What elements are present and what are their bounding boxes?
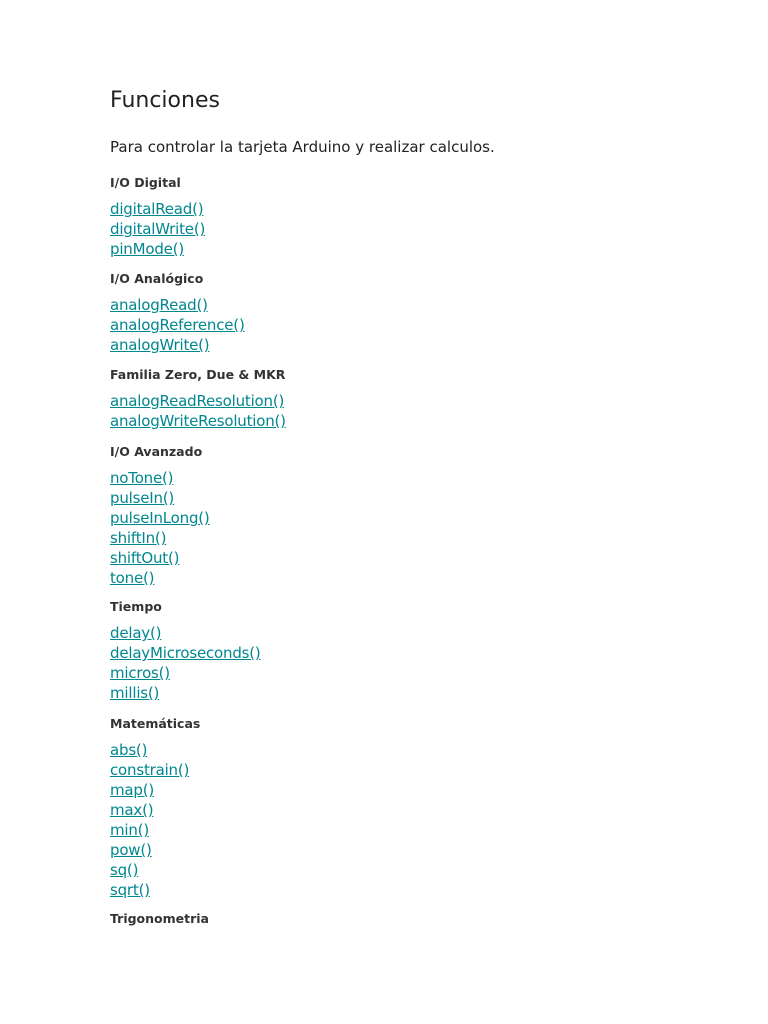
link-pulsein[interactable]: pulseIn() bbox=[110, 489, 175, 507]
link-shiftin[interactable]: shiftIn() bbox=[110, 529, 167, 547]
function-list bbox=[110, 199, 205, 259]
link-micros[interactable]: micros() bbox=[110, 664, 170, 682]
function-list bbox=[110, 391, 286, 431]
link-shiftout[interactable]: shiftOut() bbox=[110, 549, 180, 567]
link-abs[interactable]: abs() bbox=[110, 741, 148, 759]
section-heading: I/O Avanzado bbox=[110, 444, 203, 459]
link-pinmode[interactable]: pinMode() bbox=[110, 240, 184, 258]
section-heading: Matemáticas bbox=[110, 716, 201, 731]
link-pow[interactable]: pow() bbox=[110, 841, 152, 859]
section-matematicas bbox=[110, 716, 200, 900]
link-digitalwrite[interactable]: digitalWrite() bbox=[110, 220, 206, 238]
link-map[interactable]: map() bbox=[110, 781, 155, 799]
section-heading: I/O Digital bbox=[110, 175, 181, 190]
section-tiempo bbox=[110, 599, 261, 703]
link-pulseinlong[interactable]: pulseInLong() bbox=[110, 509, 210, 527]
link-sq[interactable]: sq() bbox=[110, 861, 139, 879]
intro-text: Para controlar la tarjeta Arduino y realizar calculos. bbox=[110, 138, 495, 156]
section-trigonometria bbox=[110, 911, 209, 927]
link-analogwrite[interactable]: analogWrite() bbox=[110, 336, 210, 354]
link-analogreadresolution[interactable]: analogReadResolution() bbox=[110, 392, 285, 410]
page-title: Funciones bbox=[110, 88, 220, 113]
link-max[interactable]: max() bbox=[110, 801, 154, 819]
link-delaymicroseconds[interactable]: delayMicroseconds() bbox=[110, 644, 261, 662]
link-analogread[interactable]: analogRead() bbox=[110, 296, 208, 314]
link-notone[interactable]: noTone() bbox=[110, 469, 174, 487]
link-analogwriteresolution[interactable]: analogWriteResolution() bbox=[110, 412, 286, 430]
section-io-analogico bbox=[110, 271, 245, 355]
link-constrain[interactable]: constrain() bbox=[110, 761, 190, 779]
function-list bbox=[110, 295, 245, 355]
function-list bbox=[110, 468, 210, 588]
section-io-digital bbox=[110, 175, 205, 259]
link-tone[interactable]: tone() bbox=[110, 569, 155, 587]
section-heading: I/O Analógico bbox=[110, 271, 204, 286]
link-sqrt[interactable]: sqrt() bbox=[110, 881, 150, 899]
function-list bbox=[110, 623, 261, 703]
section-io-avanzado bbox=[110, 444, 210, 588]
function-list bbox=[110, 740, 200, 900]
link-delay[interactable]: delay() bbox=[110, 624, 162, 642]
link-digitalread[interactable]: digitalRead() bbox=[110, 200, 204, 218]
section-heading: Familia Zero, Due & MKR bbox=[110, 367, 286, 382]
link-analogreference[interactable]: analogReference() bbox=[110, 316, 245, 334]
section-heading: Tiempo bbox=[110, 599, 162, 614]
section-familia-zero-due-mkr bbox=[110, 367, 286, 431]
link-millis[interactable]: millis() bbox=[110, 684, 160, 702]
link-min[interactable]: min() bbox=[110, 821, 149, 839]
section-heading: Trigonometria bbox=[110, 911, 209, 926]
